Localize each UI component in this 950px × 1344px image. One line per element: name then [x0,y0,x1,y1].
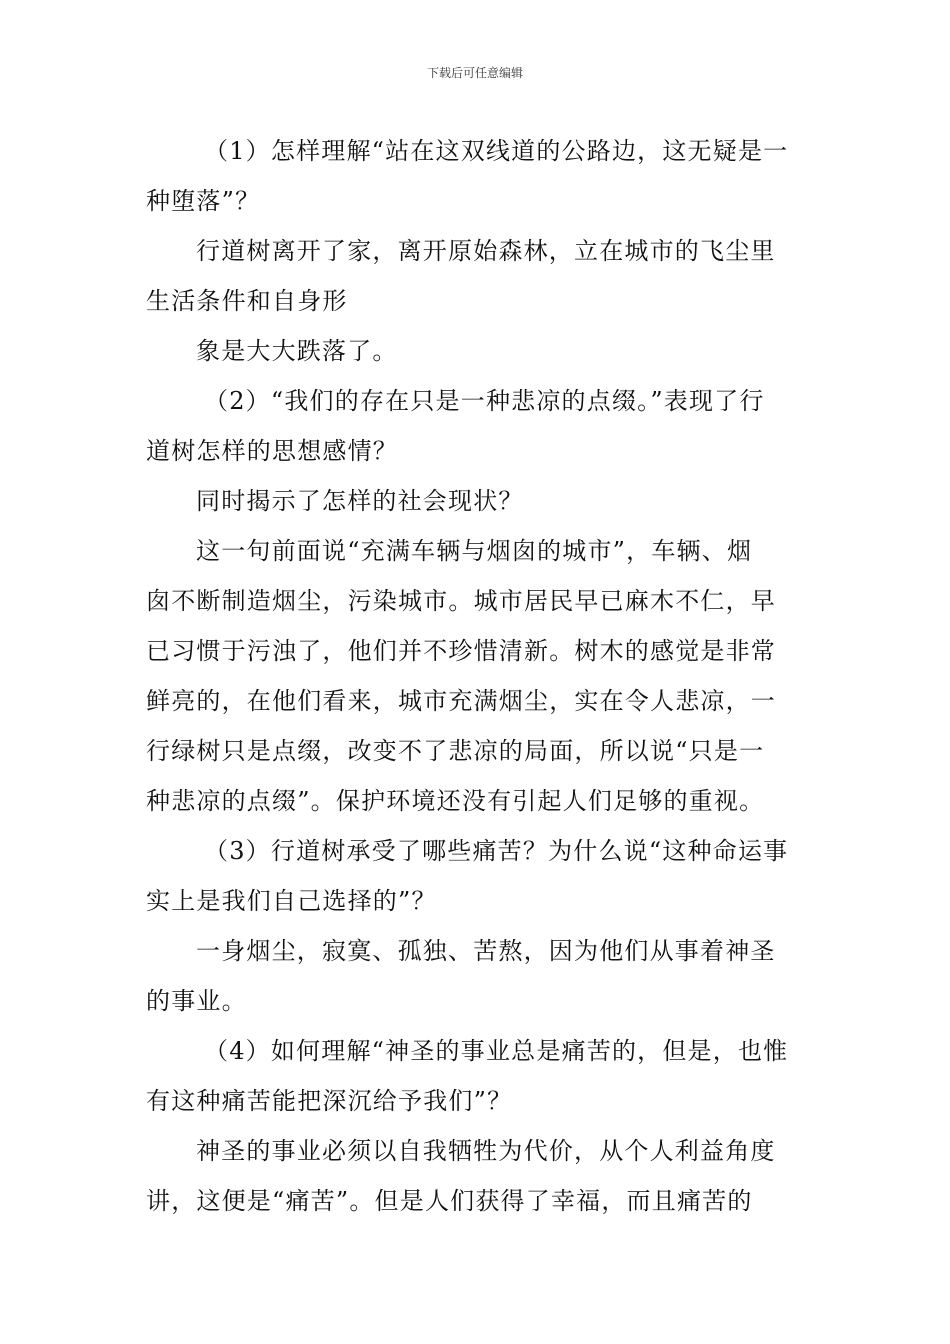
answer-1-line-1: 行道树离开了家，离开原始森林，立在城市的飞尘里 [196,237,776,265]
answer-2-line-2: 囱不断制造烟尘，污染城市。城市居民早已麻木不仁，早 [146,587,776,615]
answer-2-line-3: 已习惯于污浊了，他们并不珍惜清新。树木的感觉是非常 [146,637,776,665]
question-2-line-3: 同时揭示了怎样的社会现状？ [196,487,524,515]
document-body [146,126,810,1226]
answer-4-line-2: 讲，这便是“痛苦”。但是人们获得了幸福，而且痛苦的 [146,1187,753,1215]
question-1-line-2: 种堕落”？ [146,187,261,215]
question-3-line-1: （3）行道树承受了哪些痛苦？为什么说“这种命运事 [204,837,789,865]
answer-1-line-2: 生活条件和自身形 [146,287,348,315]
question-1-line-1: （1）怎样理解“站在这双线道的公路边，这无疑是一 [204,137,789,165]
question-2-line-2: 道树怎样的思想感情？ [146,437,398,465]
question-3-line-2: 实上是我们自己选择的”？ [146,887,437,915]
answer-3-line-1: 一身烟尘，寂寞、孤独、苦熬，因为他们从事着神圣 [196,937,776,965]
question-2-line-1: （2）“我们的存在只是一种悲凉的点缀。”表现了行 [204,387,765,415]
answer-2-line-1: 这一句前面说“充满车辆与烟囱的城市”，车辆、烟 [196,537,753,565]
question-4-line-1: （4）如何理解“神圣的事业总是痛苦的，但是，也惟 [204,1037,789,1065]
answer-4-line-1: 神圣的事业必须以自我牺牲为代价，从个人利益角度 [196,1137,776,1165]
answer-3-line-2: 的事业。 [146,987,247,1015]
question-4-line-2: 有这种痛苦能把深沉给予我们”？ [146,1087,513,1115]
answer-1-line-3: 象是大大跌落了。 [196,337,398,365]
page-header-note: 下载后可任意编辑 [426,66,523,80]
answer-2-line-4: 鲜亮的，在他们看来，城市充满烟尘，实在令人悲凉，一 [146,687,776,715]
answer-2-line-5: 行绿树只是点缀，改变不了悲凉的局面，所以说“只是一 [146,737,765,765]
answer-2-line-6: 种悲凉的点缀”。保护环境还没有引起人们足够的重视。 [146,787,765,815]
